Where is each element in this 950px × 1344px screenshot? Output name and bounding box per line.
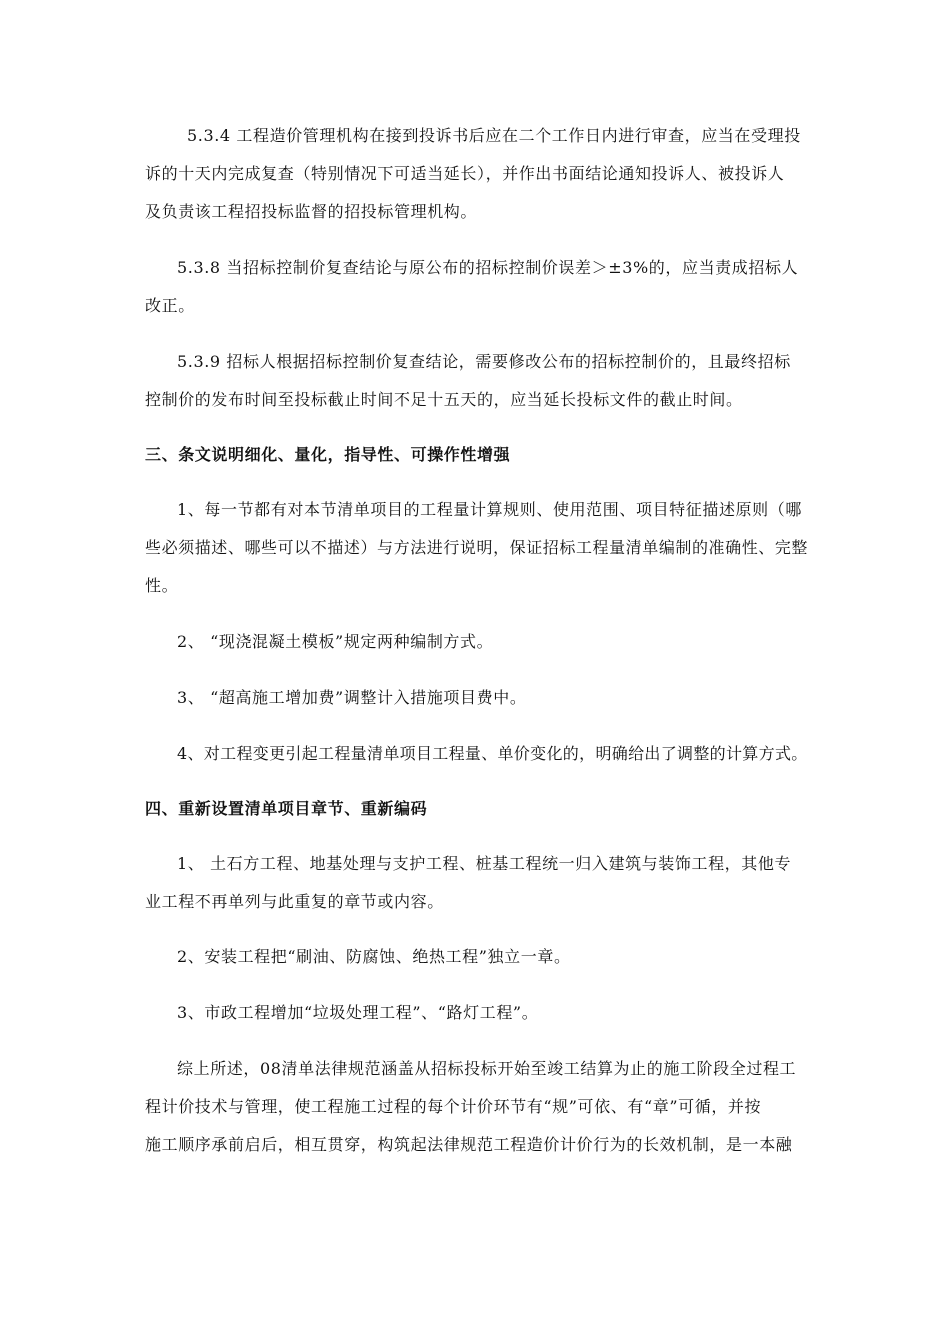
item-3-3: 3、 “超高施工增加费”调整计入措施项目费中。 xyxy=(177,688,527,707)
summary-line-2: 程计价技术与管理，使工程施工过程的每个计价环节有“规”可依、有“章”可循，并按 xyxy=(145,1097,762,1116)
item-3-4: 4、对工程变更引起工程量清单项目工程量、单价变化的，明确给出了调整的计算方式。 xyxy=(177,744,808,763)
item-4-1-line-2: 业工程不再单列与此重复的章节或内容。 xyxy=(145,892,444,911)
item-4-1-line-1: 1、 土石方工程、地基处理与支护工程、桩基工程统一归入建筑与装饰工程，其他专 xyxy=(177,854,792,873)
para-5-3-9-line-1: 5.3.9 招标人根据招标控制价复查结论，需要修改公布的招标控制价的，且最终招标 xyxy=(177,352,791,371)
para-5-3-4-line-3: 及负责该工程招投标监督的招投标管理机构。 xyxy=(145,202,478,221)
item-4-3: 3、市政工程增加“垃圾处理工程”、“路灯工程”。 xyxy=(177,1003,539,1022)
para-5-3-9-line-2: 控制价的发布时间至投标截止时间不足十五天的，应当延长投标文件的截止时间。 xyxy=(145,390,743,409)
section-heading-3: 三、条文说明细化、量化，指导性、可操作性增强 xyxy=(145,445,511,464)
para-5-3-8-line-1: 5.3.8 当招标控制价复查结论与原公布的招标控制价误差＞±3%的，应当责成招标人 xyxy=(177,258,799,277)
summary-line-1: 综上所述，08清单法律规范涵盖从招标投标开始至竣工结算为止的施工阶段全过程工 xyxy=(177,1059,797,1078)
item-3-1-line-2: 些必须描述、哪些可以不描述）与方法进行说明，保证招标工程量清单编制的准确性、完整 xyxy=(145,538,809,557)
para-5-3-8-line-2: 改正。 xyxy=(145,296,195,315)
section-heading-4: 四、重新设置清单项目章节、重新编码 xyxy=(145,799,428,818)
para-5-3-4-line-1: 5.3.4 工程造价管理机构在接到投诉书后应在二个工作日内进行审查，应当在受理投 xyxy=(187,126,801,145)
summary-line-3: 施工顺序承前启后，相互贯穿，构筑起法律规范工程造价计价行为的长效机制，是一本融 xyxy=(145,1135,793,1154)
item-3-2: 2、 “现浇混凝土模板”规定两种编制方式。 xyxy=(177,632,494,651)
item-3-1-line-1: 1、每一节都有对本节清单项目的工程量计算规则、使用范围、项目特征描述原则（哪 xyxy=(177,500,802,519)
para-5-3-4-line-2: 诉的十天内完成复查（特别情况下可适当延长），并作出书面结论通知投诉人、被投诉人 xyxy=(145,164,785,183)
item-4-2: 2、安装工程把“刷油、防腐蚀、绝热工程”独立一章。 xyxy=(177,947,571,966)
item-3-1-line-3: 性。 xyxy=(145,576,179,595)
